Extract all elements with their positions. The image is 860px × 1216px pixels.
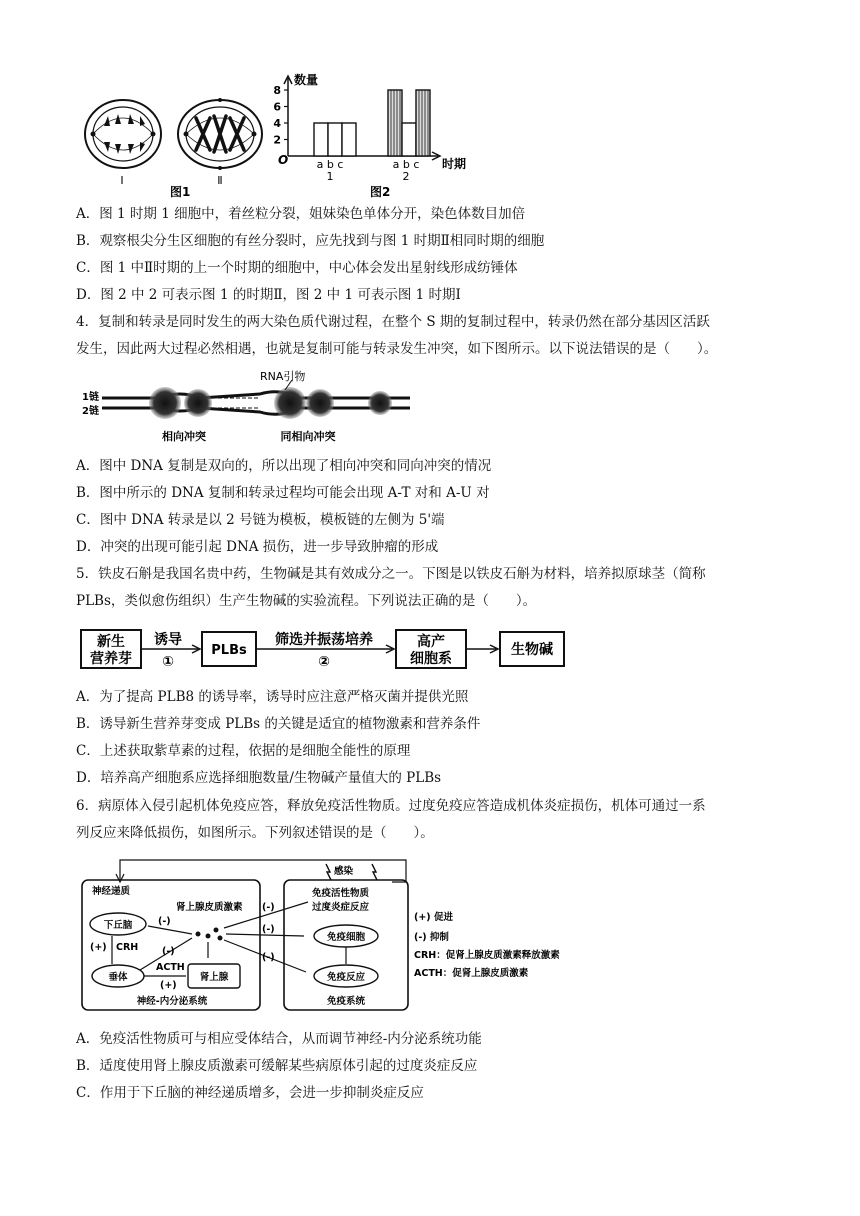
fig2-bar-1-b xyxy=(328,123,342,156)
minus-3: (-) xyxy=(262,902,275,913)
pituitary-label: 垂体 xyxy=(108,972,128,983)
q5-stem-line1: 5．铁皮石斛是我国名贵中药，生物碱是其有效成分之一。下图是以铁皮石斛为材料，培养拟原球茎（简称 xyxy=(76,566,706,582)
fig1-title: 图1 xyxy=(170,185,191,199)
immune-system-box xyxy=(284,880,408,1010)
dna-strand1-label: 1链 xyxy=(82,392,99,403)
q6-stem-line2: 列反应来降低损伤，如图所示。下列叙述错误的是（ ）。 xyxy=(76,825,434,841)
figure-cell-division xyxy=(78,72,478,200)
flow-step1-num: ① xyxy=(162,654,174,670)
fig2-xlabel: 时期 xyxy=(442,157,467,171)
infection-label: 感染 xyxy=(334,866,354,877)
flow-box3-line2: 细胞系 xyxy=(410,651,452,667)
legend-acth: ACTH：促肾上腺皮质激素 xyxy=(414,968,529,979)
fig2-ytick-label: 6 xyxy=(273,100,281,114)
q4-option-a: A．图中 DNA 复制是双向的，所以出现了相向冲突和同向冲突的情况 xyxy=(76,458,492,474)
fig2-ytick-label: 2 xyxy=(273,133,281,147)
legend-crh: CRH：促肾上腺皮质激素释放激素 xyxy=(414,950,560,961)
flow-step1-label: 诱导 xyxy=(154,632,182,648)
rna-primer-label: RNA引物 xyxy=(260,370,306,383)
neuro-system-label: 神经-内分泌系统 xyxy=(136,996,208,1007)
q5-option-a: A．为了提高 PLB8 的诱导率，诱导时应注意严格灭菌并提供光照 xyxy=(76,689,469,705)
q4-option-d: D．冲突的出现可能引起 DNA 损伤，进一步导致肿瘤的形成 xyxy=(76,539,439,555)
fig2-group1-label: 1 xyxy=(326,170,334,183)
acth-label: ACTH xyxy=(156,962,185,973)
figure-plbs-flowchart xyxy=(80,626,570,674)
fig2-ytick-label: 8 xyxy=(273,84,281,97)
q3-option-b: B．观察根尖分生区细胞的有丝分裂时，应先找到与图 1 时期Ⅱ相同时期的细胞 xyxy=(76,233,545,249)
q3-option-a: A．图 1 时期 1 细胞中，着丝粒分裂，姐妹染色单体分开，染色体数目加倍 xyxy=(76,206,526,222)
cell-anaphase-drawing xyxy=(85,100,161,168)
collision-label-2: 同相向冲突 xyxy=(280,430,336,443)
q5-option-c: C．上述获取紫草素的过程，依据的是细胞全能性的原理 xyxy=(76,743,411,759)
fig2-chart xyxy=(273,76,440,160)
q3-option-d: D．图 2 中 2 可表示图 1 的时期Ⅱ，图 2 中 1 可表示图 1 时期Ⅰ xyxy=(76,287,461,303)
q6-stem-line1: 6．病原体入侵引起机体免疫应答，释放免疫活性物质。过度免疫应答造成机体炎症损伤，机体可通过一系 xyxy=(76,798,706,814)
flow-box1-line1: 新生 xyxy=(97,634,125,650)
q6-option-b: B．适度使用肾上腺皮质激素可缓解某些病原体引起的过度炎症反应 xyxy=(76,1058,478,1074)
hypothalamus-label: 下丘脑 xyxy=(103,920,133,931)
q4-stem-line2: 发生，因此两大过程必然相遇，也就是复制可能与转录发生冲突，如下图所示。以下说法错误的是（ ）。 xyxy=(76,341,718,357)
q5-option-d: D．培养高产细胞系应选择细胞数量/生物碱产量值大的 PLBs xyxy=(76,770,442,786)
immune-system-label: 免疫系统 xyxy=(326,996,366,1007)
neurotransmitter-label: 神经递质 xyxy=(92,886,131,897)
q4-option-b: B．图中所示的 DNA 复制和转录过程均可能会出现 A-T 对和 A-U 对 xyxy=(76,485,490,501)
q6-option-c: C．作用于下丘脑的神经递质增多，会进一步抑制炎症反应 xyxy=(76,1085,424,1101)
minus-4: (-) xyxy=(262,924,275,935)
fig2-title: 图2 xyxy=(370,185,391,199)
cell-metaphase-drawing xyxy=(178,98,262,170)
fig2-bar-1-a xyxy=(314,123,328,156)
minus-1: (-) xyxy=(158,916,171,927)
fig2-ylabel: 数量 xyxy=(294,73,319,87)
inflammation-label: 过度炎症反应 xyxy=(312,902,370,913)
collision-blob-3 xyxy=(274,387,306,419)
minus-2: (-) xyxy=(162,946,175,957)
crh-label: CRH xyxy=(116,942,139,953)
q5-stem-line2: PLBs，类似愈伤组织）生产生物碱的实验流程。下列说法正确的是（ ）。 xyxy=(76,593,537,609)
q6-option-a: A．免疫活性物质可与相应受体结合，从而调节神经-内分泌系统功能 xyxy=(76,1031,482,1047)
flow-step2-label: 筛选并振荡培养 xyxy=(275,632,373,648)
fig2-ytick-label: 4 xyxy=(273,117,281,130)
acth-plus: (+) xyxy=(160,980,177,991)
fig2-group1-letters: a b c xyxy=(316,158,344,171)
glucocorticoid-label: 肾上腺皮质激素 xyxy=(176,902,243,913)
fig2-bar-1-c xyxy=(342,123,356,156)
legend-promote: (+) 促进 xyxy=(414,912,453,923)
legend-inhibit: (-) 抑制 xyxy=(414,932,449,943)
cell2-label: Ⅱ xyxy=(217,174,223,187)
collision-blob-1 xyxy=(149,387,181,419)
collision-label-1: 相向冲突 xyxy=(162,430,206,443)
q3-option-c: C．图 1 中Ⅱ时期的上一个时期的细胞中，中心体会发出星射线形成纺锤体 xyxy=(76,260,518,276)
fig2-bar-2-b xyxy=(402,123,416,156)
crh-plus: (+) xyxy=(90,942,107,953)
flow-box3-line1: 高产 xyxy=(417,634,445,650)
adrenal-label: 肾上腺 xyxy=(199,972,229,983)
immune-substance-label: 免疫活性物质 xyxy=(312,888,370,899)
fig2-group2-label: 2 xyxy=(402,170,410,183)
fig2-group2-letters: a b c xyxy=(392,158,420,171)
immune-response-label: 免疫反应 xyxy=(326,972,366,983)
immune-cell-label: 免疫细胞 xyxy=(326,932,366,943)
figure-dna-conflict xyxy=(80,368,410,448)
q5-option-b: B．诱导新生营养芽变成 PLBs 的关键是适宜的植物激素和营养条件 xyxy=(76,716,481,732)
figure-neuro-immune xyxy=(80,854,590,1014)
fig2-origin: O xyxy=(278,153,289,167)
q4-stem-line1: 4．复制和转录是同时发生的两大染色质代谢过程，在整个 S 期的复制过程中，转录仍然在部分基因区活跃 xyxy=(76,314,710,330)
flow-box1-line2: 营养芽 xyxy=(90,651,132,667)
flow-box4: 生物碱 xyxy=(511,642,553,658)
collision-blob-5 xyxy=(368,391,392,415)
q4-option-c: C．图中 DNA 转录是以 2 号链为模板，模板链的左侧为 5'端 xyxy=(76,512,445,528)
cell1-label: Ⅰ xyxy=(120,174,124,187)
collision-blob-4 xyxy=(306,389,334,417)
flow-box2: PLBs xyxy=(211,643,247,658)
collision-blob-2 xyxy=(184,389,212,417)
minus-5: (-) xyxy=(262,952,275,963)
dna-strand2-label: 2链 xyxy=(82,406,99,417)
flow-step2-num: ② xyxy=(318,654,330,670)
